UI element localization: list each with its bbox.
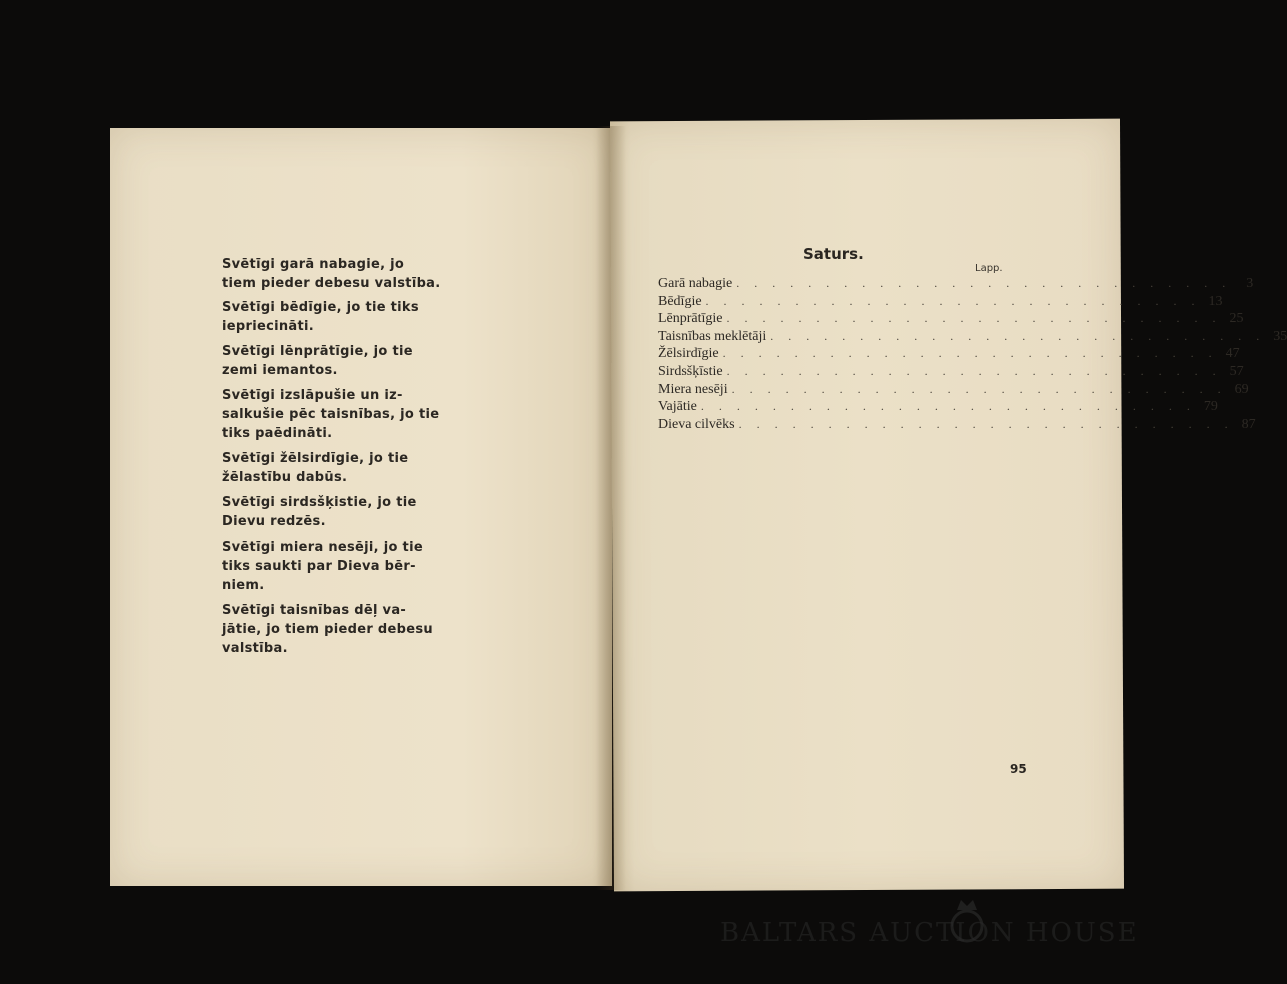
toc-entry xyxy=(658,381,1249,400)
verse xyxy=(222,493,418,531)
toc-leader-dots: . . . . . . . . . . . . . . . . . . . . . . . . . . . . xyxy=(770,328,1266,343)
verse xyxy=(222,538,423,595)
toc-entry xyxy=(658,416,1256,435)
toc-entry-title: Miera nesēji xyxy=(658,381,728,397)
verse-line: tiks saukti par Dieva bēr- xyxy=(222,559,416,574)
toc-leader-dots: . . . . . . . . . . . . . . . . . . . . . . . . . . . . xyxy=(726,311,1222,326)
toc-entry-page: 87 xyxy=(1241,416,1256,432)
verse xyxy=(222,386,440,443)
verse-line: niem. xyxy=(222,578,265,593)
verse-line: Svētīgi bēdīgie, jo tie tiks xyxy=(222,300,419,315)
verse-line: žēlastību dabūs. xyxy=(222,470,348,485)
verse-line: Svētīgi miera nesēji, jo tie xyxy=(222,540,423,555)
verse-line: Svētīgi garā nabagie, jo xyxy=(222,257,405,272)
toc-entry-title: Žēlsirdīgie xyxy=(658,346,719,362)
toc-entry-page: 35 xyxy=(1273,328,1287,344)
toc-entry-page: 47 xyxy=(1225,346,1240,362)
verse-line: valstība. xyxy=(222,641,288,656)
toc-leader-dots: . . . . . . . . . . . . . . . . . . . . . . . . . . . . xyxy=(705,293,1201,308)
toc-entry xyxy=(658,346,1240,364)
book-spine xyxy=(596,126,626,890)
verse-line: jātie, jo tiem pieder debesu xyxy=(222,622,433,637)
verse-line: zemi iemantos. xyxy=(222,363,338,378)
toc-entry xyxy=(658,311,1244,329)
toc-entry-title: Garā nabagie xyxy=(658,276,733,291)
toc-entry-title: Vajātie xyxy=(658,399,697,415)
toc-leader-dots: . . . . . . . . . . . . . . . . . . . . . . . . . . . . xyxy=(736,276,1232,290)
toc-entry-page: 79 xyxy=(1203,399,1218,415)
verse xyxy=(222,601,433,658)
verse xyxy=(222,255,441,293)
verse-line: iepriecināti. xyxy=(222,319,314,334)
toc-page-column-label: Lapp. xyxy=(975,263,1003,274)
toc-entry-title: Dieva cilvēks xyxy=(658,416,735,432)
toc-entry xyxy=(658,276,1254,294)
toc-entry xyxy=(658,399,1218,417)
toc-leader-dots: . . . . . . . . . . . . . . . . . . . . . . . . . . . . xyxy=(722,346,1218,361)
toc-entry xyxy=(658,293,1223,312)
toc-entry xyxy=(658,328,1287,347)
toc-title: Saturs. xyxy=(803,245,864,263)
toc-leader-dots: . . . . . . . . . . . . . . . . . . . . . . . . . . . . xyxy=(700,399,1196,414)
toc-entry-page: 57 xyxy=(1229,364,1244,379)
verse-line: Svētīgi sirdsšķistie, jo tie xyxy=(222,495,417,510)
verse xyxy=(222,298,418,336)
verse xyxy=(222,342,418,380)
verse xyxy=(222,449,418,487)
verse-line: tiem pieder debesu valstība. xyxy=(222,276,441,291)
verse-line: Svētīgi taisnības dēļ va- xyxy=(222,603,407,618)
toc-entry-title: Taisnības meklētāji xyxy=(658,328,767,344)
toc-leader-dots: . . . . . . . . . . . . . . . . . . . . . . . . . . . . xyxy=(738,416,1234,431)
toc-entry-page: 25 xyxy=(1229,311,1244,327)
toc-entry-title: Bēdīgie xyxy=(658,293,702,309)
verse-line: Svētīgi lēnprātīgie, jo tie xyxy=(222,344,413,359)
toc-leader-dots: . . . . . . . . . . . . . . . . . . . . . . . . . . . . xyxy=(731,381,1227,396)
page-number: 95 xyxy=(1010,762,1027,776)
watermark: BALTARS AUCTION HOUSE xyxy=(720,918,1139,948)
toc-entry-page: 69 xyxy=(1234,381,1249,397)
verse-line: Svētīgi izslāpušie un iz- xyxy=(222,388,403,403)
toc-leader-dots: . . . . . . . . . . . . . . . . . . . . . . . . . . . . xyxy=(726,364,1222,378)
verse-line: Dievu redzēs. xyxy=(222,514,326,529)
toc-entry-page: 3 xyxy=(1246,276,1254,291)
right-page xyxy=(610,119,1124,892)
toc-entry-title: Sirdsšķīstie xyxy=(658,364,723,379)
verse-line: tiks paēdināti. xyxy=(222,426,333,441)
verse-line: salkušie pēc taisnības, jo tie xyxy=(222,407,440,422)
toc-entry-page: 13 xyxy=(1208,293,1223,309)
verse-line: Svētīgi žēlsirdīgie, jo tie xyxy=(222,451,409,466)
toc-entry-title: Lēnprātīgie xyxy=(658,311,723,327)
toc-entry xyxy=(658,364,1244,382)
